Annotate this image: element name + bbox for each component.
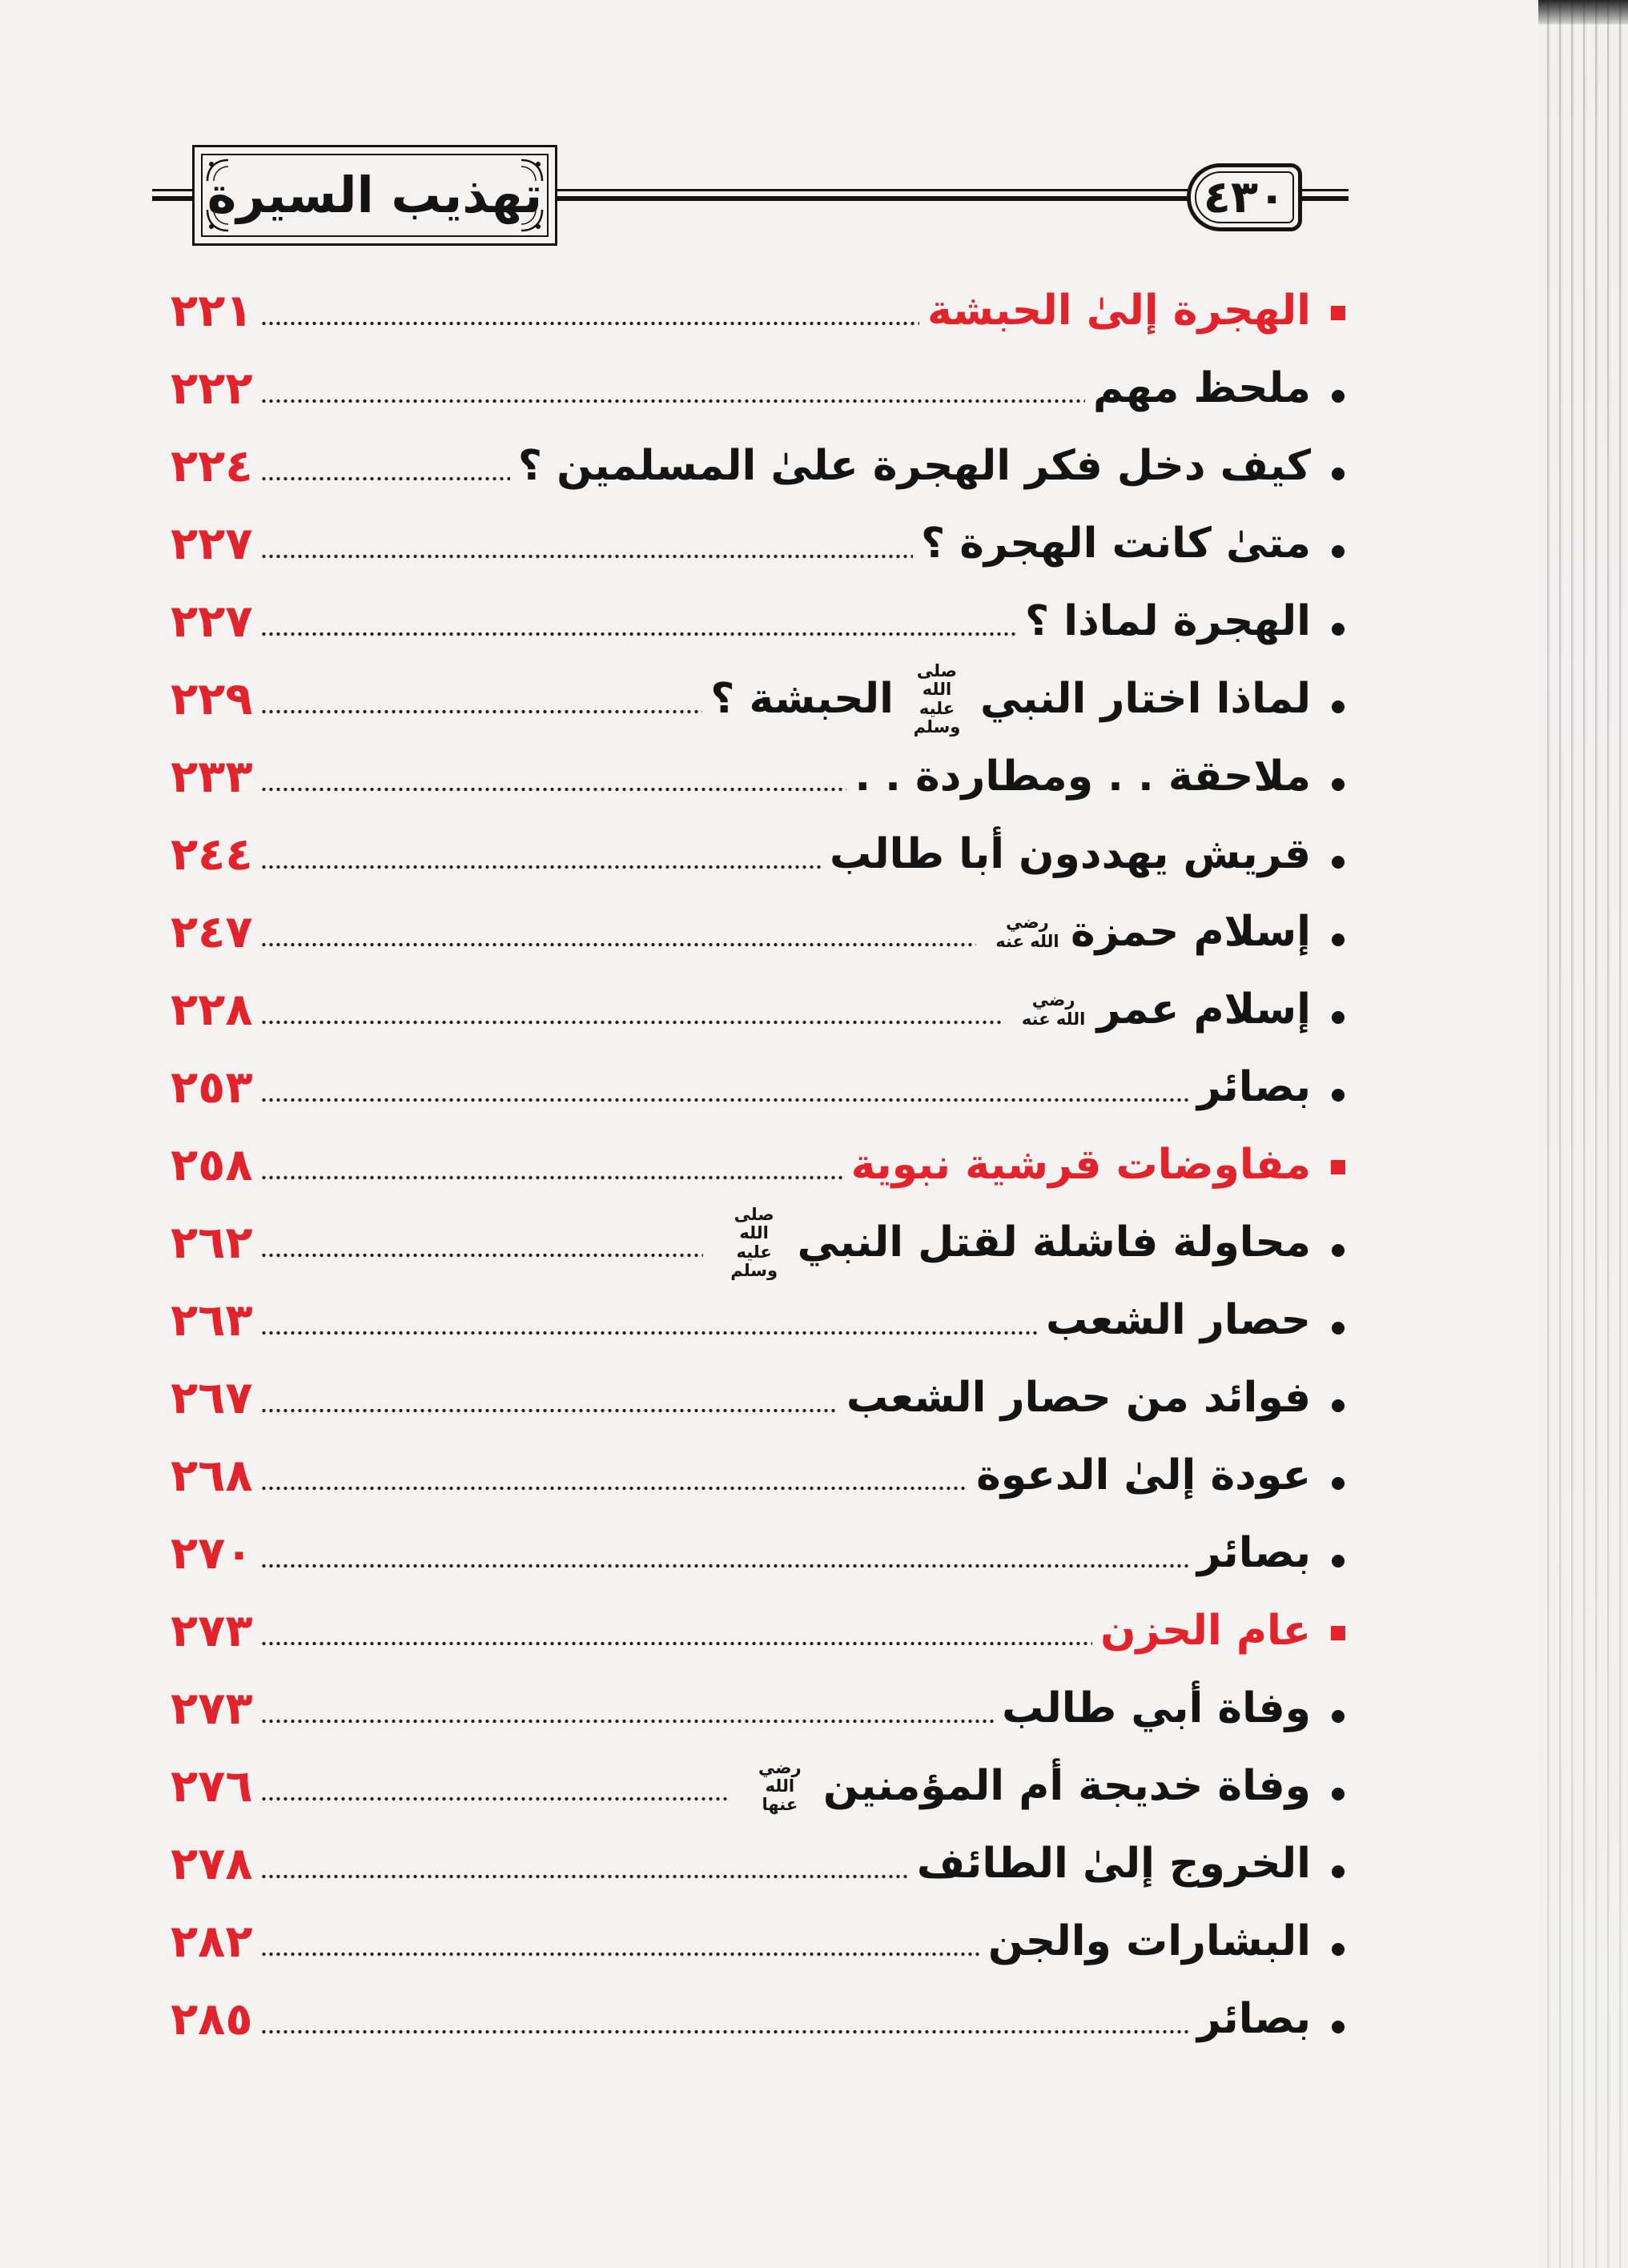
- toc-entry-title: وفاة أبي طالب: [1002, 1684, 1311, 1732]
- toc-page-number: ٢٣٣: [171, 751, 253, 803]
- toc-entry: [171, 1903, 1348, 1981]
- toc-entry: [171, 971, 1348, 1049]
- toc-page-number: ٢٤٧: [171, 906, 253, 958]
- toc-page-number: ٢٢٤: [171, 440, 253, 492]
- dot-bullet-icon: [1329, 1981, 1348, 2058]
- dot-leader: [260, 272, 919, 350]
- toc-entry-title: فوائد من حصار الشعب: [846, 1374, 1311, 1422]
- toc-page-number: ٢٧٨: [171, 1838, 253, 1890]
- toc-page-number: ٢٧٣: [171, 1683, 253, 1735]
- dot-bullet-icon: [1329, 428, 1348, 505]
- toc-entry: [171, 738, 1348, 816]
- dot-leader: [260, 1282, 1038, 1359]
- toc-entry-title: عودة إلىٰ الدعوة: [976, 1451, 1311, 1499]
- dot-bullet-icon: [1329, 1204, 1348, 1282]
- toc-page-number: ٢٢١: [171, 285, 253, 337]
- dot-leader: [260, 350, 1085, 428]
- running-title: تهذيب السيرة: [207, 166, 543, 224]
- toc-entry: [171, 583, 1348, 660]
- dot-bullet-icon: [1329, 971, 1348, 1049]
- toc-entry-title: بصائر: [1196, 1995, 1311, 2043]
- honorific-glyph: رضي الله عنه: [995, 913, 1059, 951]
- honorific-glyph: رضي الله عنه: [1021, 990, 1086, 1029]
- toc-entry: [171, 1049, 1348, 1126]
- toc-entry-title: محاولة فاشلة لقتل النبي: [797, 1218, 1311, 1266]
- dot-leader: [260, 971, 1003, 1049]
- dot-leader: [260, 893, 976, 971]
- toc-entry: [171, 1282, 1348, 1359]
- dot-leader: [260, 660, 702, 738]
- toc-page-number: ٢٦٢: [171, 1217, 253, 1269]
- honorific-glyph: رضي الله عنها: [758, 1757, 802, 1815]
- toc-entry: [171, 1981, 1348, 2058]
- toc-entry: [171, 893, 1348, 971]
- dot-bullet-icon: [1329, 350, 1348, 428]
- toc-entry-title: الهجرة إلىٰ الحبشة: [927, 287, 1311, 335]
- toc-entry-title: لماذا اختار النبي: [979, 675, 1311, 723]
- toc-entry: [171, 428, 1348, 505]
- toc-entry: [171, 1359, 1348, 1437]
- toc-page-number: ٢٥٣: [171, 1062, 253, 1114]
- dot-leader: [260, 1359, 838, 1437]
- dot-bullet-icon: [1329, 1282, 1348, 1359]
- page-number-badge: [1187, 163, 1302, 231]
- dot-leader: [260, 1049, 1189, 1126]
- toc-entry: [171, 1670, 1348, 1748]
- dot-leader: [260, 583, 1017, 660]
- toc-page-number: ٢٢٩: [171, 673, 253, 725]
- toc-entry: [171, 350, 1348, 428]
- toc-entry: [171, 660, 1348, 738]
- dot-bullet-icon: [1329, 1049, 1348, 1126]
- toc-entry-title-continued: الحبشة ؟: [710, 675, 894, 723]
- toc-entry: [171, 1515, 1348, 1592]
- toc-page-number: ٢٤٤: [171, 829, 253, 881]
- toc-entry-title: ملاحقة . . ومطاردة . .: [854, 753, 1311, 801]
- toc-page-number: ٢٢٧: [171, 518, 253, 570]
- toc-entry-title: مفاوضات قرشية نبوية: [850, 1141, 1311, 1189]
- toc-section-heading: [171, 272, 1348, 350]
- dot-bullet-icon: [1329, 1825, 1348, 1903]
- dot-bullet-icon: [1329, 660, 1348, 738]
- dot-bullet-icon: [1329, 1748, 1348, 1825]
- table-of-contents: [171, 272, 1348, 2058]
- dot-leader: [260, 1903, 980, 1981]
- toc-entry: [171, 1204, 1348, 1282]
- dot-bullet-icon: [1329, 1359, 1348, 1437]
- dot-leader: [260, 738, 846, 816]
- dot-leader: [260, 1515, 1189, 1592]
- toc-page-number: ٢٦٣: [171, 1295, 253, 1347]
- toc-entry-title: إسلام حمزة: [1070, 908, 1311, 956]
- toc-entry-title: عام الحزن: [1100, 1607, 1311, 1655]
- toc-entry-title: ملحظ مهم: [1093, 364, 1311, 412]
- toc-page-number: ٢٥٨: [171, 1139, 253, 1191]
- toc-page-number: ٢٨٢: [171, 1916, 253, 1968]
- dot-bullet-icon: [1329, 1515, 1348, 1592]
- toc-entry: [171, 816, 1348, 893]
- toc-section-heading: [171, 1592, 1348, 1670]
- dot-bullet-icon: [1329, 816, 1348, 893]
- square-bullet-icon: [1329, 1592, 1348, 1670]
- toc-entry: [171, 505, 1348, 583]
- toc-entry-title: الخروج إلىٰ الطائف: [916, 1840, 1311, 1888]
- toc-section-heading: [171, 1126, 1348, 1204]
- toc-entry-title: إسلام عمر: [1096, 985, 1311, 1034]
- toc-entry: [171, 1825, 1348, 1903]
- toc-entry-title: قريش يهددون أبا طالب: [830, 830, 1311, 878]
- page-number: ٤٣٠: [1203, 171, 1286, 223]
- dot-leader: [260, 428, 510, 505]
- toc-page-number: ٢٨٥: [171, 1993, 253, 2045]
- dot-leader: [260, 1825, 909, 1903]
- dot-bullet-icon: [1329, 1903, 1348, 1981]
- toc-entry: [171, 1748, 1348, 1825]
- toc-page-number: ٢٢٧: [171, 596, 253, 648]
- honorific-glyph: صلى الله عليه وسلم: [730, 1205, 778, 1280]
- dot-leader: [260, 505, 913, 583]
- dot-bullet-icon: [1329, 583, 1348, 660]
- square-bullet-icon: [1329, 1126, 1348, 1204]
- toc-entry-title: حصار الشعب: [1046, 1296, 1311, 1344]
- toc-entry-title: البشارات والجن: [987, 1917, 1311, 1965]
- toc-page-number: ٢٧٦: [171, 1760, 253, 1812]
- toc-entry-title: متىٰ كانت الهجرة ؟: [920, 520, 1311, 568]
- dot-leader: [260, 1204, 703, 1282]
- dot-bullet-icon: [1329, 1437, 1348, 1515]
- square-bullet-icon: [1329, 272, 1348, 350]
- dot-leader: [260, 1981, 1189, 2058]
- honorific-glyph: صلى الله عليه وسلم: [913, 661, 961, 737]
- dot-leader: [260, 1670, 994, 1748]
- dot-leader: [260, 816, 822, 893]
- toc-page-number: ٢٢٨: [171, 984, 253, 1036]
- toc-page-number: ٢٧٣: [171, 1605, 253, 1657]
- dot-bullet-icon: [1329, 738, 1348, 816]
- toc-entry-title: كيف دخل فكر الهجرة علىٰ المسلمين ؟: [517, 442, 1311, 490]
- dot-bullet-icon: [1329, 505, 1348, 583]
- toc-entry-title: وفاة خديجة أم المؤمنين: [822, 1762, 1311, 1810]
- book-page-edges: [1538, 0, 1628, 2268]
- toc-page-number: ٢٢٢: [171, 363, 253, 415]
- running-title-frame: [192, 145, 557, 246]
- dot-bullet-icon: [1329, 1670, 1348, 1748]
- dot-leader: [260, 1126, 843, 1204]
- dot-leader: [260, 1592, 1092, 1670]
- toc-page-number: ٢٦٨: [171, 1450, 253, 1502]
- toc-entry-title: بصائر: [1196, 1063, 1311, 1111]
- toc-entry: [171, 1437, 1348, 1515]
- toc-entry-title: بصائر: [1196, 1529, 1311, 1577]
- dot-leader: [260, 1437, 968, 1515]
- toc-page-number: ٢٦٧: [171, 1372, 253, 1424]
- toc-entry-title: الهجرة لماذا ؟: [1025, 597, 1311, 645]
- toc-page-number: ٢٧٠: [171, 1527, 253, 1580]
- dot-bullet-icon: [1329, 893, 1348, 971]
- dot-leader: [260, 1748, 729, 1825]
